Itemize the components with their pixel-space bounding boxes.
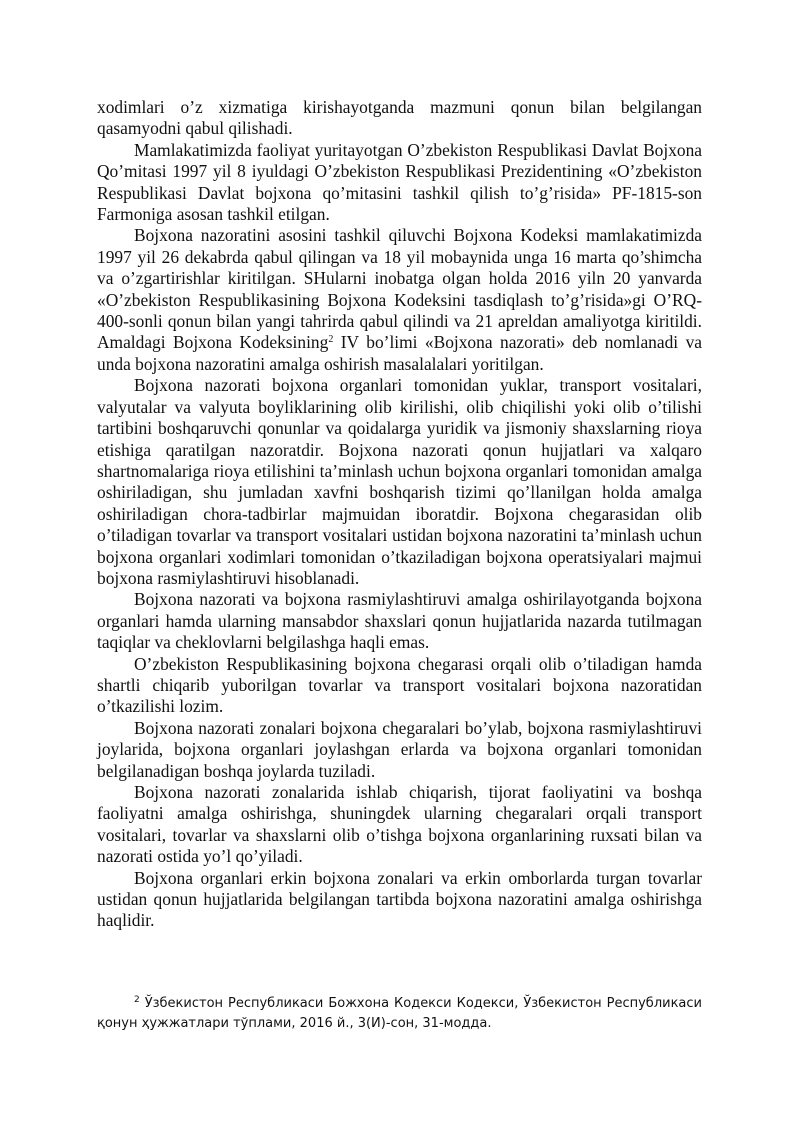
footnote-content bbox=[97, 994, 702, 1034]
paragraph-8: Bojxona nazorati zonalarida ishlab chiqarish, tijorat faoliyatini va boshqa faoliyatni amalga oshirishga, shuningdek ularning chegaralari orqali transport vositalari, tovarlar va shaxslarni olib o’tishga bojxona organlarining ruxsati bilan va nazorati ostida yo’l qo’yiladi. bbox=[97, 782, 702, 867]
paragraph-4: Bojxona nazorati bojxona organlari tomonidan yuklar, transport vositalari, valyutalar va valyuta boyliklarining olib kirilishi, olib chiqilishi yoki olib o’tilishi tartibini boshqaruvchi qonunlar va qoidalarga yuridik va jismoniy shaxslarning rioya etishiga qaratilgan nazoratdir. Bojxona nazorati qonun hujjatlari va xalqaro shartnomalariga rioya etilishini ta’minlash uchun bojxona organlari tomonidan amalga oshiriladigan, shu jumladan xavfni boshqarish tizimi qo’llanilgan holda amalga oshiriladigan chora-tadbirlar majmuidan iboratdir. Bojxona chegarasidan olib o’tiladigan tovarlar va transport vositalari ustidan bojxona nazoratini ta’minlash uchun bojxona organlari xodimlari tomonidan o’tkaziladigan bojxona operatsiyalari majmui bojxona rasmiylashtiruvi hisoblanadi. bbox=[97, 375, 702, 588]
paragraph-7: Bojxona nazorati zonalari bojxona chegaralari bo’ylab, bojxona rasmiylashtiruvi joylarida, bojxona organlari joylashgan erlarda va bojxona organlari tomonidan belgilanadigan boshqa joylarda tuziladi. bbox=[97, 717, 702, 781]
paragraph-9: Bojxona organlari erkin bojxona zonalari va erkin omborlarda turgan tovarlar ustidan qonun hujjatlarida belgilangan tartibda bojxona nazoratini amalga oshirishga haqlidir. bbox=[97, 867, 702, 931]
footnote-reference[interactable]: 2 bbox=[328, 334, 334, 346]
footnote bbox=[97, 994, 702, 1034]
document-body bbox=[97, 97, 702, 932]
footnote-number: 2 bbox=[134, 995, 140, 1005]
footnote-text: Ўзбекистон Республикаси Божхона Кодекси Кодекси, Ўзбекистон Республикаси қонун ҳужжатлари тўплами, 2016 й., 3(И)-сон, 31-модда. bbox=[97, 996, 702, 1031]
paragraph-1: xodimlari o’z xizmatiga kirishayotganda mazmuni qonun bilan belgilangan qasamyodni qabul qilishadi. bbox=[97, 97, 702, 139]
paragraph-5: Bojxona nazorati va bojxona rasmiylashtiruvi amalga oshirilayotganda bojxona organlari hamda ularning mansabdor shaxslari qonun hujjatlarida nazarda tutilmagan taqiqlar va cheklovlarni belgilashga haqli emas. bbox=[97, 589, 702, 653]
paragraph-3-text-before: Bojxona nazoratini asosini tashkil qiluvchi Bojxona Kodeksi mamlakatimizda 1997 yil 26 dekabrda qabul qilingan va 18 yil mobaynida unga 16 marta qo’shimcha va o’zgartirishlar kiritilgan. SHularni inobatga olgan holda 2016 yiln 20 yanvarda «O’zbekiston Respublikasining Bojxona Kodeksini tasdiqlash to’g’risida»gi O’RQ-400-sonli qonun bilan yangi tahrirda qabul qilindi va 21 apreldan amaliyotga kiritildi. Amaldagi Bojxona Kodeksining bbox=[97, 225, 702, 353]
paragraph-6: O’zbekiston Respublikasining bojxona chegarasi orqali olib o’tiladigan hamda shartli chiqarib yuborilgan tovarlar va transport vositalari bojxona nazoratidan o’tkazilishi lozim. bbox=[97, 653, 702, 717]
paragraph-2: Mamlakatimizda faoliyat yuritayotgan O’zbekiston Respublikasi Davlat Bojxona Qo’mitasi 1997 yil 8 iyuldagi O’zbekiston Respublikasi Prezidentining «O’zbekiston Respublikasi Davlat bojxona qo’mitasini tashkil qilish to’g’risida» PF-1815-son Farmoniga asosan tashkil etilgan. bbox=[97, 139, 702, 225]
paragraph-3 bbox=[97, 225, 702, 375]
paragraph-3-text-after: IV bo’limi «Bojxona nazorati» deb nomlanadi va unda bojxona nazoratini amalga oshirish masalalalari yoritilgan. bbox=[97, 332, 702, 374]
